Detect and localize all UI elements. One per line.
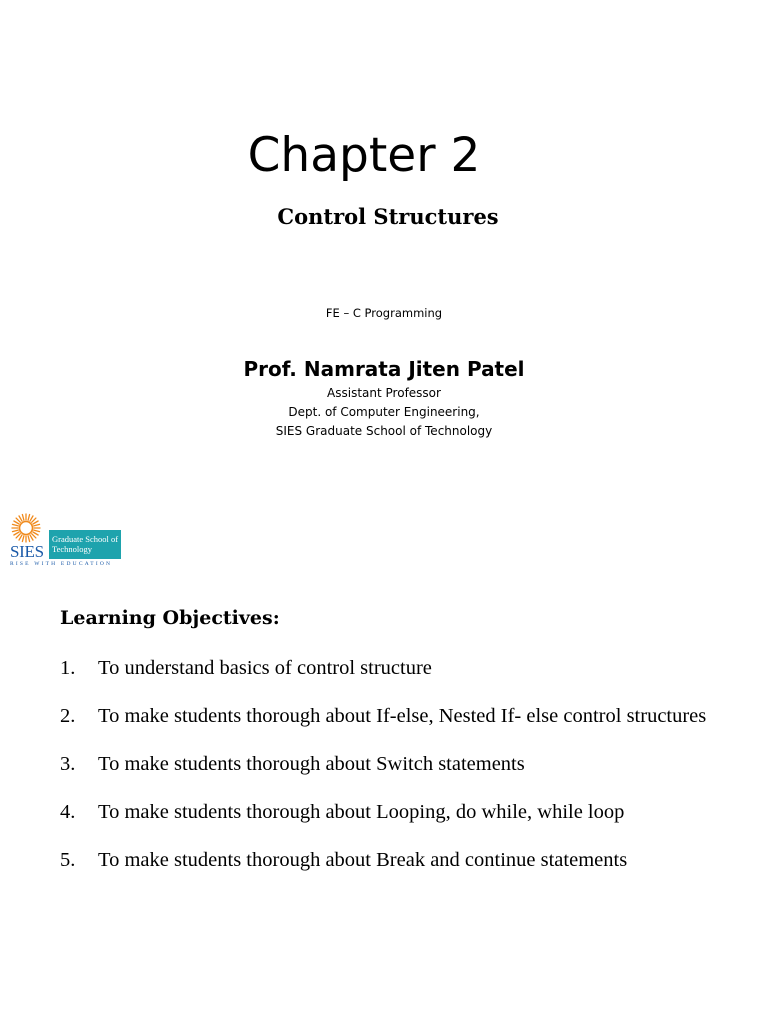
sun-ray xyxy=(12,524,18,526)
institution-logo xyxy=(9,511,125,571)
objectives-list xyxy=(60,648,750,888)
sun-ray xyxy=(33,532,38,535)
logo-box-text: Graduate School of Technology xyxy=(49,530,121,559)
sun-ray xyxy=(28,536,30,542)
sun-ray xyxy=(16,534,20,538)
sun-ray xyxy=(14,521,19,524)
chapter-subtitle: Control Structures xyxy=(277,204,499,229)
sun-ray xyxy=(22,514,24,520)
sun-ray xyxy=(34,524,40,526)
sun-ray xyxy=(32,534,36,538)
logo-tagline: RISE WITH EDUCATION xyxy=(10,561,113,567)
list-item-number: 5. xyxy=(60,849,76,871)
sun-ray xyxy=(22,536,24,542)
sun-ray xyxy=(19,516,22,521)
list-item-text: To make students thorough about If-else, Nested If- else control structures xyxy=(98,705,707,727)
list-item-text: To make students thorough about Break and continue statements xyxy=(98,849,628,871)
author-institution: SIES Graduate School of Technology xyxy=(275,424,493,438)
course-label: FE – C Programming xyxy=(325,306,443,320)
author-department: Dept. of Computer Engineering, xyxy=(288,405,480,419)
sun-ray xyxy=(12,530,18,532)
list-item-number: 3. xyxy=(60,753,76,775)
logo-wordmark: SIES xyxy=(10,542,44,561)
list-item-text: To make students thorough about Switch statements xyxy=(98,753,525,775)
list-item xyxy=(60,744,750,784)
list-item-text: To understand basics of control structure xyxy=(98,657,432,679)
list-item xyxy=(60,792,750,832)
sun-ray xyxy=(32,518,36,522)
list-item xyxy=(60,696,750,736)
sun-ray xyxy=(30,535,33,540)
objectives-heading: Learning Objectives: xyxy=(60,607,280,629)
list-item-number: 1. xyxy=(60,657,76,679)
list-item-number: 4. xyxy=(60,801,76,823)
author-name: Prof. Namrata Jiten Patel xyxy=(243,357,525,381)
sun-ray xyxy=(34,530,40,532)
sun-emblem-icon xyxy=(11,513,41,543)
sun-ray xyxy=(28,514,30,520)
list-item-number: 2. xyxy=(60,705,76,727)
author-designation: Assistant Professor xyxy=(327,386,441,400)
sun-ray xyxy=(19,535,22,540)
chapter-title: Chapter 2 xyxy=(247,128,481,183)
sun-ray xyxy=(14,532,19,535)
list-item-text: To make students thorough about Looping, do while, while loop xyxy=(98,801,625,823)
sun-ray xyxy=(33,521,38,524)
sun-ray xyxy=(30,516,33,521)
list-item xyxy=(60,840,750,880)
author-block xyxy=(0,354,768,441)
sun-ray xyxy=(16,518,20,522)
list-item xyxy=(60,648,750,688)
